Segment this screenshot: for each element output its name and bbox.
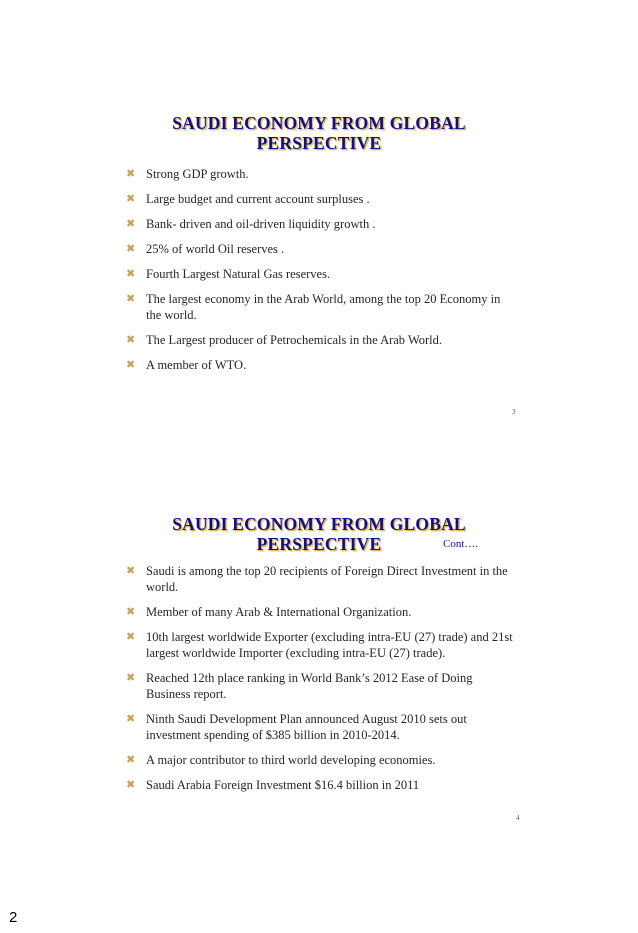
bullet-text: Ninth Saudi Development Plan announced August 2010 sets out investment spending of $385 billion in 2010-2014. xyxy=(146,712,467,742)
x-mark-icon: ✖ xyxy=(126,192,136,205)
x-mark-icon: ✖ xyxy=(126,217,136,230)
x-mark-icon: ✖ xyxy=(126,292,136,305)
x-mark-icon: ✖ xyxy=(126,712,136,725)
bullet-text: 25% of world Oil reserves . xyxy=(146,242,285,256)
bullet-text: Strong GDP growth. xyxy=(146,167,249,181)
bullet-item xyxy=(124,777,514,793)
x-mark-icon: ✖ xyxy=(126,671,136,684)
bullet-item xyxy=(124,166,514,182)
bullet-item xyxy=(124,670,514,702)
bullet-item xyxy=(124,604,514,620)
bullet-item xyxy=(124,711,514,743)
bullet-text: 10th largest worldwide Exporter (excluding intra-EU (27) trade) and 21st largest worldwide Importer (excluding intra-EU (27) trade). xyxy=(146,630,513,660)
x-mark-icon: ✖ xyxy=(126,753,136,766)
page-number: 2 xyxy=(9,909,18,926)
slide-number: 3 xyxy=(512,408,516,416)
slide-title-line-2: PERSPECTIVE xyxy=(256,133,382,153)
bullet-item xyxy=(124,563,514,595)
slide-title xyxy=(0,514,638,554)
bullet-item xyxy=(124,629,514,661)
bullet-text: Saudi Arabia Foreign Investment $16.4 billion in 2011 xyxy=(146,778,420,792)
slide-title xyxy=(0,113,638,153)
bullet-item xyxy=(124,241,514,257)
bullet-text: Member of many Arab & International Organization. xyxy=(146,605,412,619)
bullet-item xyxy=(124,191,514,207)
bullet-item xyxy=(124,216,514,232)
bullet-item xyxy=(124,291,514,323)
bullet-text: The Largest producer of Petrochemicals in the Arab World. xyxy=(146,333,443,347)
x-mark-icon: ✖ xyxy=(126,242,136,255)
x-mark-icon: ✖ xyxy=(126,358,136,371)
bullet-text: Large budget and current account surpluses . xyxy=(146,192,370,206)
bullet-item xyxy=(124,357,514,373)
x-mark-icon: ✖ xyxy=(126,333,136,346)
bullet-item xyxy=(124,752,514,768)
bullet-text: Fourth Largest Natural Gas reserves. xyxy=(146,267,331,281)
bullet-text: The largest economy in the Arab World, among the top 20 Economy in the world. xyxy=(146,292,501,322)
bullet-text: Reached 12th place ranking in World Bank’s 2012 Ease of Doing Business report. xyxy=(146,671,473,701)
x-mark-icon: ✖ xyxy=(126,267,136,280)
bullet-text: Saudi is among the top 20 recipients of Foreign Direct Investment in the world. xyxy=(146,564,508,594)
slide-title-line-1: SAUDI ECONOMY FROM GLOBAL xyxy=(172,113,466,133)
bullet-text: Bank- driven and oil-driven liquidity growth . xyxy=(146,217,376,231)
x-mark-icon: ✖ xyxy=(126,630,136,643)
slide-title-line-1: SAUDI ECONOMY FROM GLOBAL xyxy=(172,514,466,534)
bullet-list xyxy=(124,166,514,382)
bullet-text: A member of WTO. xyxy=(146,358,247,372)
x-mark-icon: ✖ xyxy=(126,564,136,577)
x-mark-icon: ✖ xyxy=(126,778,136,791)
slide-title-line-2: PERSPECTIVE xyxy=(256,534,382,554)
slide-3 xyxy=(0,0,638,440)
continued-label: Cont…. xyxy=(443,538,479,550)
x-mark-icon: ✖ xyxy=(126,167,136,180)
slide-4 xyxy=(0,440,638,880)
x-mark-icon: ✖ xyxy=(126,605,136,618)
slide-number: 4 xyxy=(516,814,520,822)
bullet-item xyxy=(124,332,514,348)
bullet-text: A major contributor to third world developing economies. xyxy=(146,753,436,767)
bullet-list xyxy=(124,563,514,802)
bullet-item xyxy=(124,266,514,282)
